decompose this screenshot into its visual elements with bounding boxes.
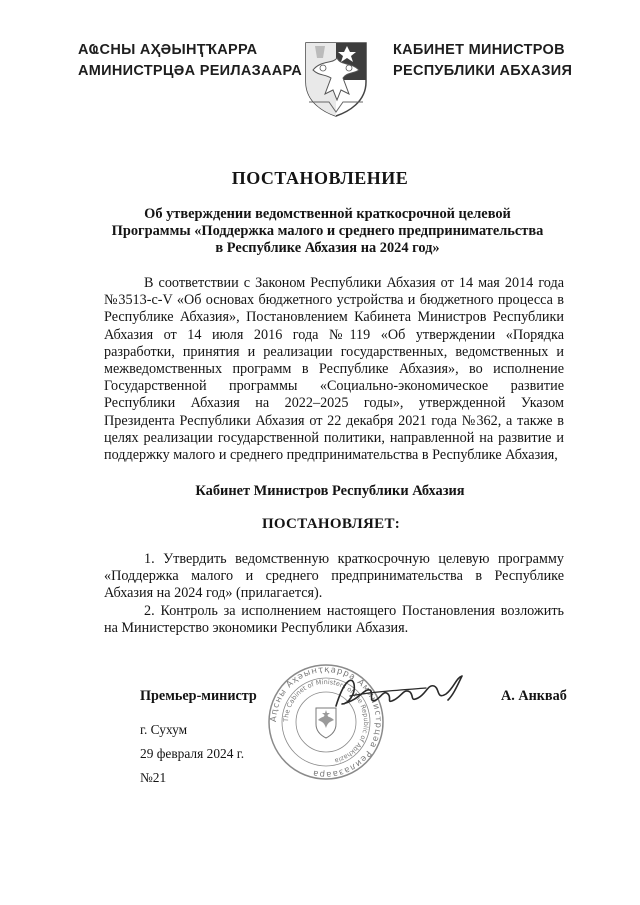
- subject-line: Программы «Поддержка малого и среднего предпринимательства: [111, 223, 544, 240]
- decree-item-2-line: 2. Контроль за исполнением настоящего Постановления возложить: [144, 602, 564, 619]
- header-left-org: [78, 40, 303, 82]
- preamble-line: Абхазия от 14 июля 2016 года №119 «Об утверждении «Порядка: [104, 326, 564, 343]
- preamble-line: разработки, принятия и реализации государственных, ведомственных и: [104, 343, 564, 360]
- header-left-line-2: АМИНИСТРЦӘА РЕИЛАЗААРА: [78, 63, 303, 79]
- preamble-paragraph: [104, 275, 564, 464]
- header-right-line-2: РЕСПУБЛИКИ АБХАЗИЯ: [393, 63, 573, 79]
- subject-line: Об утверждении ведомственной краткосрочной целевой: [144, 206, 511, 222]
- decree-item-1-line: Абхазия на 2024 год» (прилагается).: [104, 585, 323, 602]
- header-right-line-1: КАБИНЕТ МИНИСТРОВ: [393, 42, 565, 58]
- preamble-line: Республики Абхазия на 2022–2025 годы», утвержденной Указом: [104, 395, 564, 412]
- signature-icon: [330, 670, 470, 720]
- decree-items: [104, 551, 564, 637]
- decree-item-1-line: «Поддержка малого и среднего предпринимательства в Республике: [104, 568, 564, 585]
- preamble-line: Президента Республики Абхазия от 22 декабря 2021 года №362, а также в: [104, 412, 564, 429]
- preamble-line: поддержку малого и среднего предпринимательства в Республике Абхазия,: [104, 447, 558, 464]
- signatory-position: Премьер-министр: [140, 688, 257, 704]
- issue-date: 29 февраля 2024 г.: [140, 746, 245, 761]
- decree-item-1-line: 1. Утвердить ведомственную краткосрочную целевую программу: [144, 551, 564, 567]
- issue-place: г. Сухум: [140, 722, 188, 737]
- header-left-line-1: АҨСНЫ АҲӘЫНҬҠАРРА: [78, 42, 258, 58]
- state-emblem-icon: [303, 40, 369, 118]
- header-right-org: [393, 40, 583, 82]
- subject-line: в Республике Абхазия на 2024 год»: [215, 240, 440, 257]
- issuing-authority: Кабинет Министров Республики Абхазия: [195, 483, 465, 499]
- preamble-line: Республике Абхазия», Постановлением Кабинета Министров Республики: [104, 309, 564, 326]
- decrees-heading: ПОСТАНОВЛЯЕТ:: [261, 516, 401, 532]
- document-subject: [90, 206, 565, 258]
- preamble-line: межведомственных программ в Республике Абхазия», во исполнение: [104, 361, 564, 378]
- preamble-line: целях реализации государственной политики, направленной на развитие и: [104, 429, 564, 446]
- seal-outer-text: Аԥсны Аҳәынҭқарра Аминистрцәа Реилазаара: [268, 664, 384, 780]
- preamble-line: В соответствии с Законом Республики Абхазия от 14 мая 2014 года: [144, 275, 564, 291]
- document-title: ПОСТАНОВЛЕНИЕ: [231, 168, 409, 188]
- signatory-name: А. Анкваб: [501, 688, 567, 704]
- preamble-line: Государственной программы «Социально-экономическое развитие: [104, 378, 564, 395]
- preamble-line: №3513-с-V «Об основах бюджетного устройства и бюджетного процесса в: [104, 292, 564, 309]
- decree-item-2-line: на Министерство экономики Республики Абхазия.: [104, 619, 409, 636]
- document-number: №21: [140, 770, 167, 785]
- seal-inner-text: The Cabinet of Ministers of the Republic of Abkhazia: [281, 677, 371, 765]
